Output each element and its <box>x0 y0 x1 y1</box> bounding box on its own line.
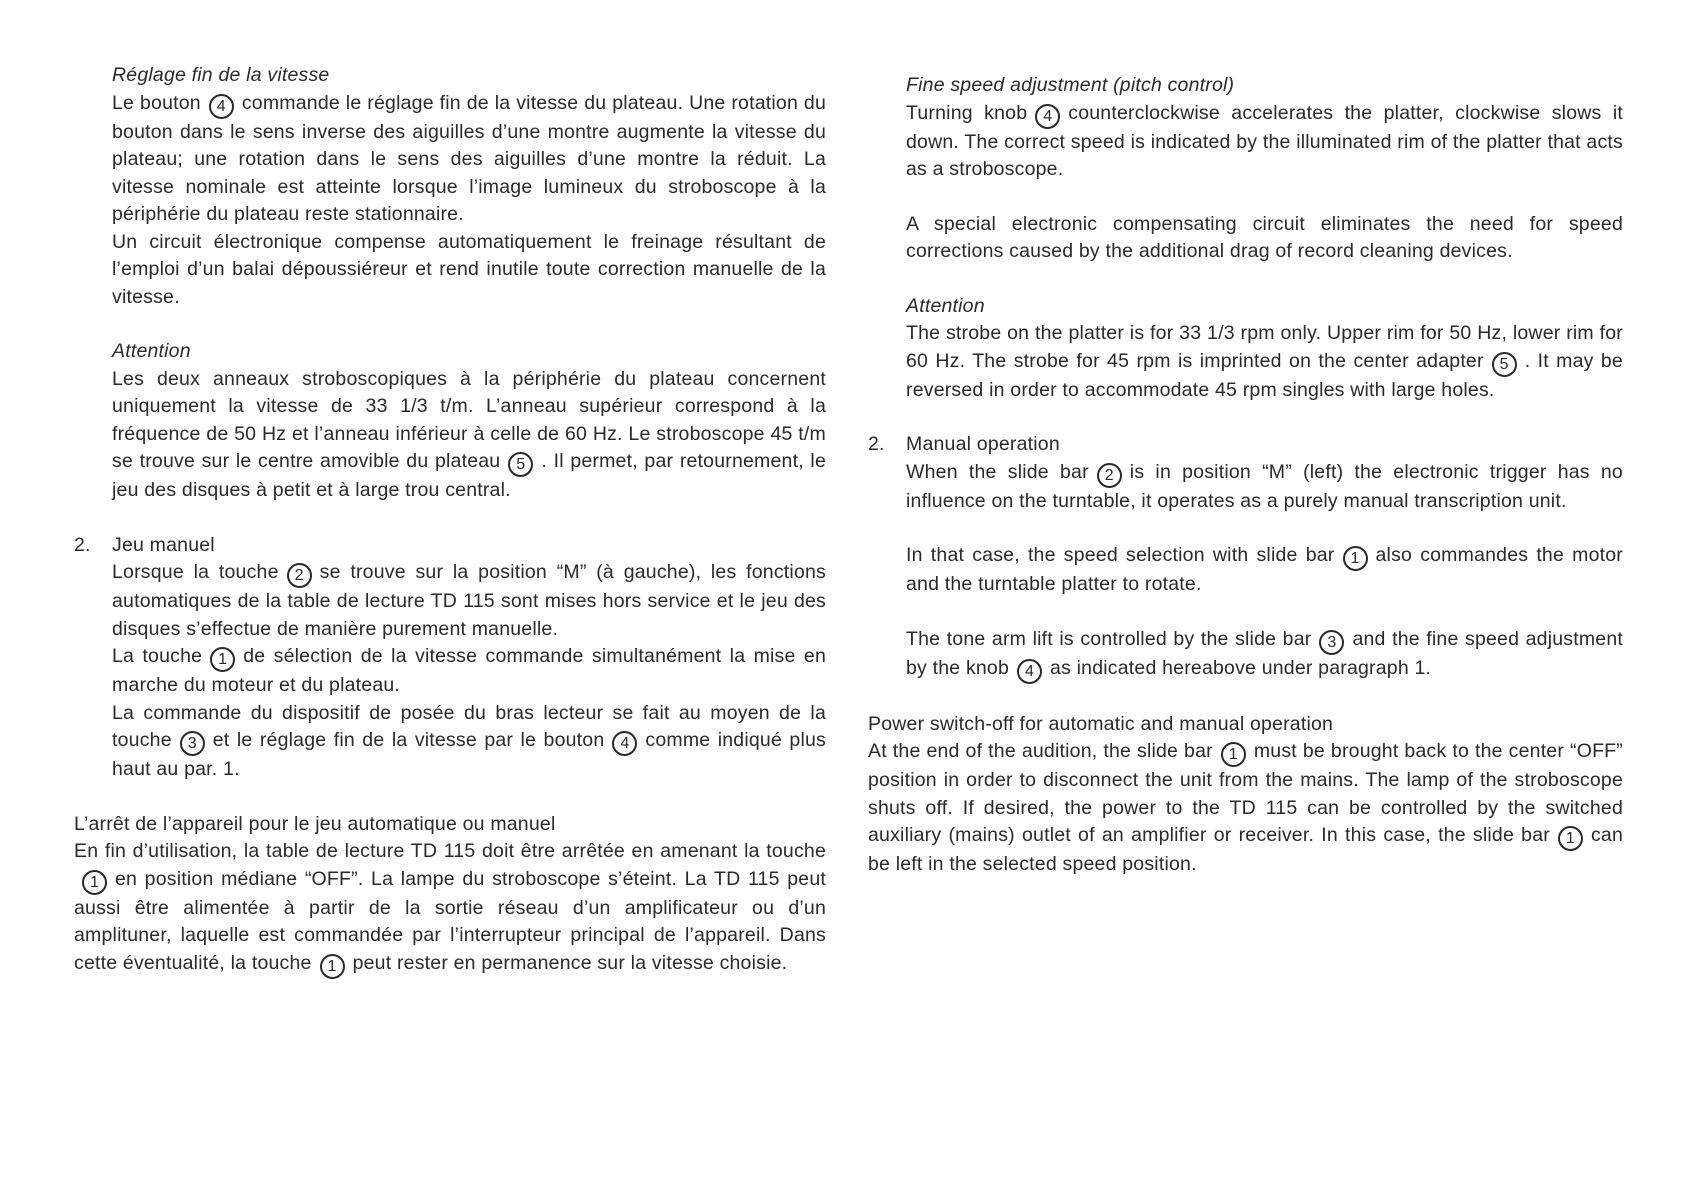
ref-2-icon: 2 <box>287 563 312 588</box>
ref-2-icon: 2 <box>1097 463 1122 488</box>
ref-5-icon: 5 <box>508 452 533 477</box>
ref-1-icon: 1 <box>1221 742 1246 767</box>
en-attention-paragraph: The strobe on the platter is for 33 1/3 rpm only. Upper rim for 50 Hz, lower rim for 60 Hz. The strobe for 45 rpm is imprinted on the center adapter 5 . It may be reversed in order to accommodate 45 rpm singles with large holes. <box>906 322 1623 401</box>
fr-manual-title: Jeu manuel <box>112 533 215 556</box>
fr-section-2 <box>74 532 826 784</box>
ref-1-icon: 1 <box>1343 546 1368 571</box>
fr-switch-off-title: L’arrêt de l’appareil pour le jeu automatique ou manuel <box>74 812 556 835</box>
ref-4-icon: 4 <box>209 94 234 119</box>
fr-section-title-speed: Réglage fin de la vitesse <box>112 64 330 86</box>
fr-switch-off-paragraph: En fin d’utilisation, la table de lecture TD 115 doit être arrêtée en amenant la touche1 en position médiane “OFF”. La lampe du stroboscope s’éteint. La TD 115 peut aussi être alimentée à partir de la sortie réseau d’un amplificateur ou d’un amplituner, laquelle est commandée par l’interrupteur principal de l’appareil. Dans cette éventualité, la touche 1 peut rester en permanence sur la vitesse choisie. <box>74 838 826 979</box>
ref-4-icon: 4 <box>612 731 637 756</box>
en-manual-paragraph-3: The tone arm lift is controlled by the slide bar 3 and the fine speed adjustment by the knob 4 as indicated hereabove under paragraph 1. <box>906 626 1623 684</box>
en-compensation-paragraph: A special electronic compensating circuit eliminates the need for speed corrections caused by the additional drag of record cleaning devices. <box>906 212 1623 262</box>
en-speed-paragraph: Turning knob 4 counterclockwise accelerates the platter, clockwise slows it down. The correct speed is indicated by the illuminated rim of the platter that acts as a stroboscope. <box>906 101 1624 180</box>
fr-attention-title: Attention <box>112 340 191 362</box>
fr-compensation-paragraph: Un circuit électronique compense automatiquement le freinage résultant de l’emploi d’un balai dépoussiéreur et rend inutile toute correction manuelle de la vitesse. <box>112 230 826 308</box>
fr-speed-paragraph: Le bouton 4 commande le réglage fin de la vitesse du plateau. Une rotation du bouton dans le sens inverse des aiguilles d’une montre augmente la vitesse du plateau; une rotation dans le sens des aiguilles d’une montre la réduit. La vitesse nominale est atteinte lorsque l’image lumineux du stroboscope à la périphérie du plateau reste stationnaire. <box>112 91 826 225</box>
ref-4-icon: 4 <box>1017 659 1042 684</box>
fr-manual-paragraph-3: La commande du dispositif de posée du bras lecteur se fait au moyen de la touche 3 et le réglage fin de la vitesse par le bouton 4 comme indiqué plus haut au par. 1. <box>112 701 827 780</box>
en-manual-title: Manual operation <box>906 433 1060 455</box>
ref-5-icon: 5 <box>1492 352 1517 377</box>
ref-1-icon: 1 <box>1558 826 1583 851</box>
en-attention-title: Attention <box>906 294 985 317</box>
fr-manual-paragraph-2: La touche 1 de sélection de la vitesse commande simultanément la mise en marche du moteur et du plateau. <box>112 645 826 696</box>
ref-1-icon: 1 <box>210 647 235 672</box>
french-column <box>74 62 826 979</box>
en-section-number: 2. <box>868 433 885 455</box>
ref-1-icon: 1 <box>82 870 107 895</box>
fr-section-number: 2. <box>74 533 91 556</box>
en-section-2 <box>868 431 1623 684</box>
en-manual-paragraph-1: When the slide bar 2 is in position “M” (left) the electronic trigger has no influence on the turntable, it operates as a purely manual transcription unit. <box>906 460 1623 512</box>
ref-3-icon: 3 <box>180 731 205 756</box>
en-switch-off-paragraph: At the end of the audition, the slide bar 1 must be brought back to the center “OFF” position in order to disconnect the unit from the mains. The lamp of the stroboscope shuts off. If desired, the power to the TD 115 can be controlled by the switched auxiliary (mains) outlet of an amplifier or receiver. In this case, the slide bar 1 can be left in the selected speed position. <box>868 740 1623 875</box>
fr-manual-paragraph-1: Lorsque la touche 2 se trouve sur la position “M” (à gauche), les fonctions automatiques de la table de lecture TD 115 sont mises hors service et le jeu des disques s’effectue de manière purement manuelle. <box>112 561 826 640</box>
ref-3-icon: 3 <box>1319 630 1344 655</box>
en-manual-paragraph-2: In that case, the speed selection with slide bar 1 also commandes the motor and the turntable platter to rotate. <box>906 544 1623 595</box>
en-section-title-speed: Fine speed adjustment (pitch control) <box>906 74 1235 96</box>
english-column <box>868 72 1623 879</box>
ref-1-icon: 1 <box>320 954 345 979</box>
ref-4-icon: 4 <box>1035 104 1060 129</box>
fr-attention-paragraph: Les deux anneaux stroboscopiques à la périphérie du plateau concernent uniquement la vitesse de 33 1/3 t/m. L’anneau supérieur correspond à la fréquence de 50 Hz et l’anneau inférieur à celle de 60 Hz. Le stroboscope 45 t/m se trouve sur le centre amovible du plateau 5 . Il permet, par retournement, le jeu des disques à petit et à large trou central. <box>112 367 826 501</box>
en-switch-off-title: Power switch-off for automatic and manual operation <box>868 712 1334 735</box>
